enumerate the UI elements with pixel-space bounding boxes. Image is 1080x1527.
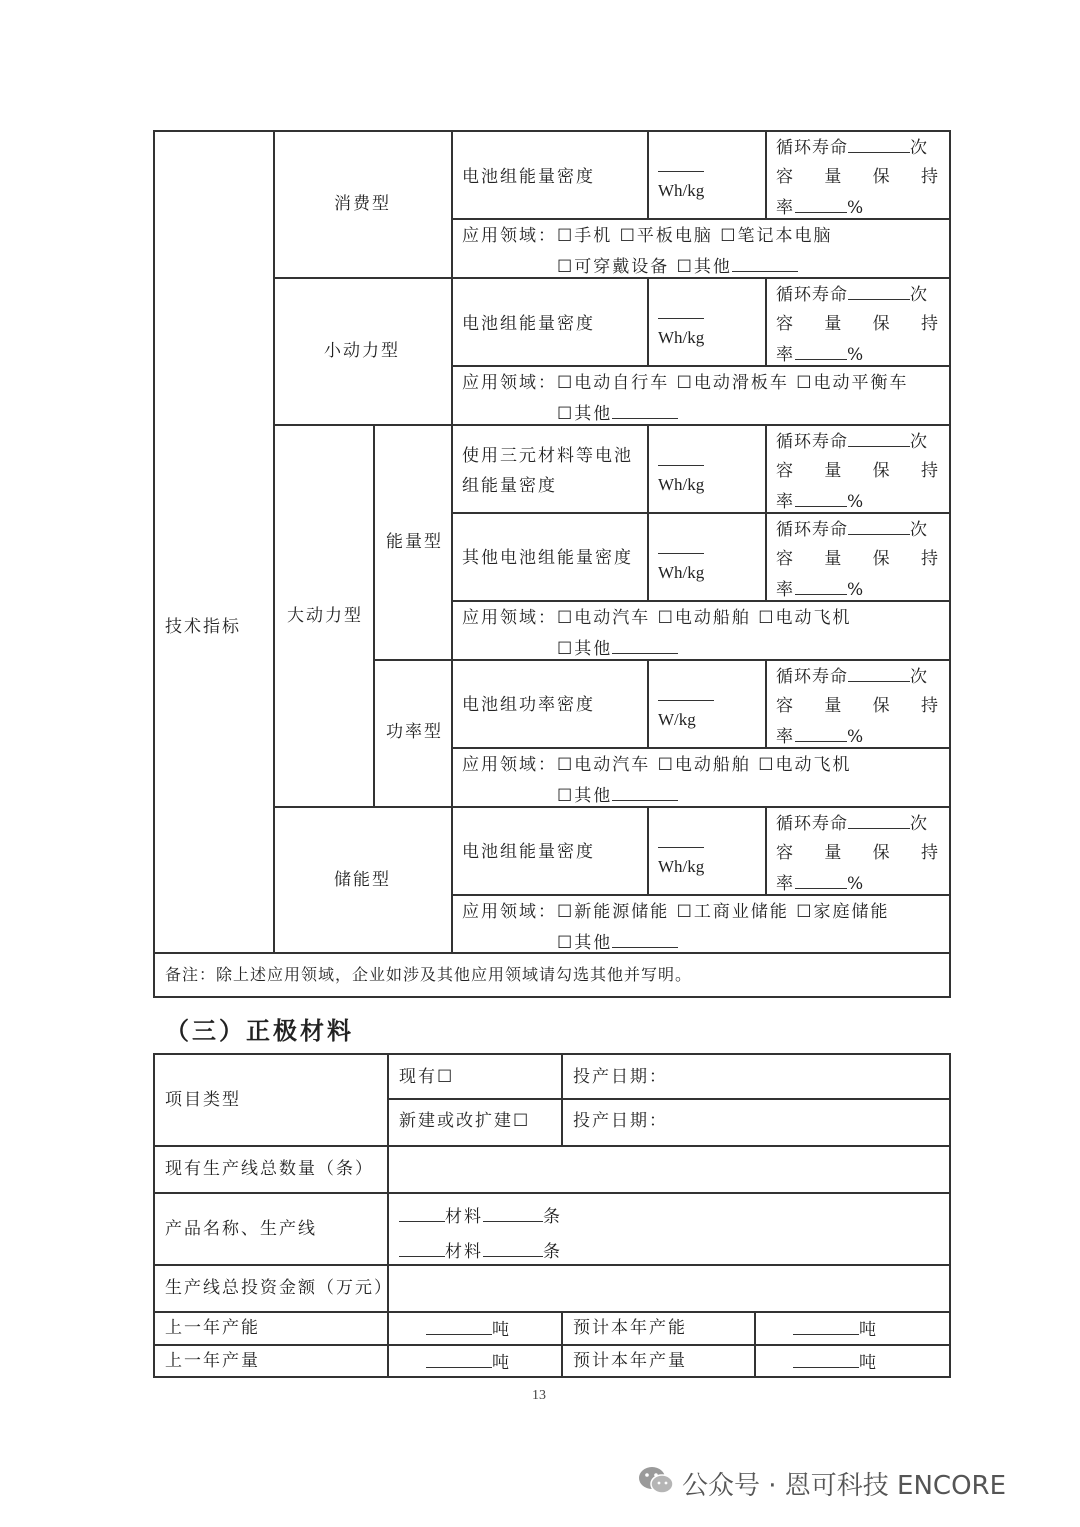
application-label: 应用领域：☐电动汽车 ☐电动船舶 ☐电动飞机 bbox=[462, 755, 852, 775]
value-blank[interactable] bbox=[658, 553, 704, 554]
small-power-type-label: 小动力型 bbox=[324, 341, 400, 361]
application-options[interactable]: ☐其他 bbox=[557, 402, 678, 424]
product-line-entry[interactable]: 材料 条 bbox=[399, 1205, 562, 1227]
page-number: 13 bbox=[532, 1388, 546, 1403]
product-line-entry[interactable]: 材料 条 bbox=[399, 1240, 562, 1262]
tech-indicator-label: 技术指标 bbox=[165, 617, 241, 637]
last-year-output-label: 上一年产量 bbox=[165, 1351, 260, 1371]
cycle-life-cell: 循环寿命 次 容 量 保 持 率 % bbox=[776, 432, 938, 512]
start-date-label: 投产日期： bbox=[573, 1111, 668, 1131]
estimated-capacity-value[interactable]: 吨 bbox=[793, 1318, 878, 1340]
last-year-capacity-value[interactable]: 吨 bbox=[426, 1318, 511, 1340]
value-blank[interactable] bbox=[658, 700, 714, 701]
unit-label: Wh/kg bbox=[658, 181, 705, 200]
metric-label: 电池组能量密度 bbox=[462, 167, 595, 187]
project-type-label: 项目类型 bbox=[165, 1090, 241, 1110]
energy-type-label: 能量型 bbox=[386, 532, 443, 552]
metric-label: 电池组能量密度 bbox=[462, 842, 595, 862]
metric-label: 电池组能量密度 bbox=[462, 314, 595, 334]
unit-label: W/kg bbox=[658, 710, 696, 729]
power-type-label: 功率型 bbox=[386, 722, 443, 742]
last-year-capacity-label: 上一年产能 bbox=[165, 1318, 260, 1338]
last-year-output-value[interactable]: 吨 bbox=[426, 1351, 511, 1373]
application-label: 应用领域：☐手机 ☐平板电脑 ☐笔记本电脑 bbox=[462, 226, 833, 246]
estimated-capacity-label: 预计本年产能 bbox=[573, 1318, 687, 1338]
start-date-label: 投产日期： bbox=[573, 1067, 668, 1087]
wechat-icon bbox=[636, 1463, 676, 1499]
storage-type-label: 储能型 bbox=[334, 870, 391, 890]
application-label: 应用领域：☐新能源储能 ☐工商业储能 ☐家庭储能 bbox=[462, 902, 890, 922]
unit-label: Wh/kg bbox=[658, 563, 705, 582]
investment-label: 生产线总投资金额（万元） bbox=[165, 1278, 393, 1298]
application-options[interactable]: ☐可穿戴设备 ☐其他 bbox=[557, 255, 798, 277]
metric-label: 电池组功率密度 bbox=[462, 695, 595, 715]
consumer-type-label: 消费型 bbox=[334, 194, 391, 214]
metric-label: 组能量密度 bbox=[462, 476, 557, 496]
estimated-output-value[interactable]: 吨 bbox=[793, 1351, 878, 1373]
cycle-life-cell: 循环寿命 次 容 量 保 持 率 % bbox=[776, 520, 938, 600]
line-count-label: 现有生产线总数量（条） bbox=[165, 1159, 374, 1179]
table-note: 备注：除上述应用领域，企业如涉及其他应用领域请勾选其他并写明。 bbox=[165, 965, 693, 984]
application-label: 应用领域：☐电动自行车 ☐电动滑板车 ☐电动平衡车 bbox=[462, 373, 909, 393]
value-blank[interactable] bbox=[658, 465, 704, 466]
cycle-life-cell: 循环寿命 次 容 量 保 持 率 % bbox=[776, 667, 938, 747]
value-blank[interactable] bbox=[658, 847, 704, 848]
unit-label: Wh/kg bbox=[658, 857, 705, 876]
estimated-output-label: 预计本年产量 bbox=[573, 1351, 687, 1371]
line-count-input[interactable] bbox=[389, 1147, 947, 1191]
unit-label: Wh/kg bbox=[658, 475, 705, 494]
value-blank[interactable] bbox=[658, 171, 704, 172]
product-name-label: 产品名称、生产线 bbox=[165, 1219, 317, 1239]
application-options[interactable]: ☐其他 bbox=[557, 931, 678, 953]
application-options[interactable]: ☐其他 bbox=[557, 784, 678, 806]
cycle-life-cell: 循环寿命 次 容 量 保 持 率 % bbox=[776, 285, 938, 365]
section-title: （三）正极材料 bbox=[165, 1017, 354, 1045]
cycle-life-cell: 循环寿命 次 容 量 保 持 率 % bbox=[776, 814, 938, 894]
existing-checkbox[interactable]: 现有☐ bbox=[399, 1067, 455, 1087]
application-options[interactable]: ☐其他 bbox=[557, 637, 678, 659]
unit-label: Wh/kg bbox=[658, 328, 705, 347]
new-build-checkbox[interactable]: 新建或改扩建☐ bbox=[399, 1111, 531, 1131]
metric-label: 使用三元材料等电池 bbox=[462, 446, 633, 466]
application-label: 应用领域：☐电动汽车 ☐电动船舶 ☐电动飞机 bbox=[462, 608, 852, 628]
cycle-life-cell: 循环寿命 次 容 量 保 持 率 % bbox=[776, 138, 938, 218]
watermark-text: 公众号 · 恩可科技 ENCORE bbox=[682, 1471, 1007, 1501]
metric-label: 其他电池组能量密度 bbox=[462, 548, 633, 568]
value-blank[interactable] bbox=[658, 318, 704, 319]
large-power-type-label: 大动力型 bbox=[287, 606, 363, 626]
investment-input[interactable] bbox=[389, 1266, 947, 1310]
